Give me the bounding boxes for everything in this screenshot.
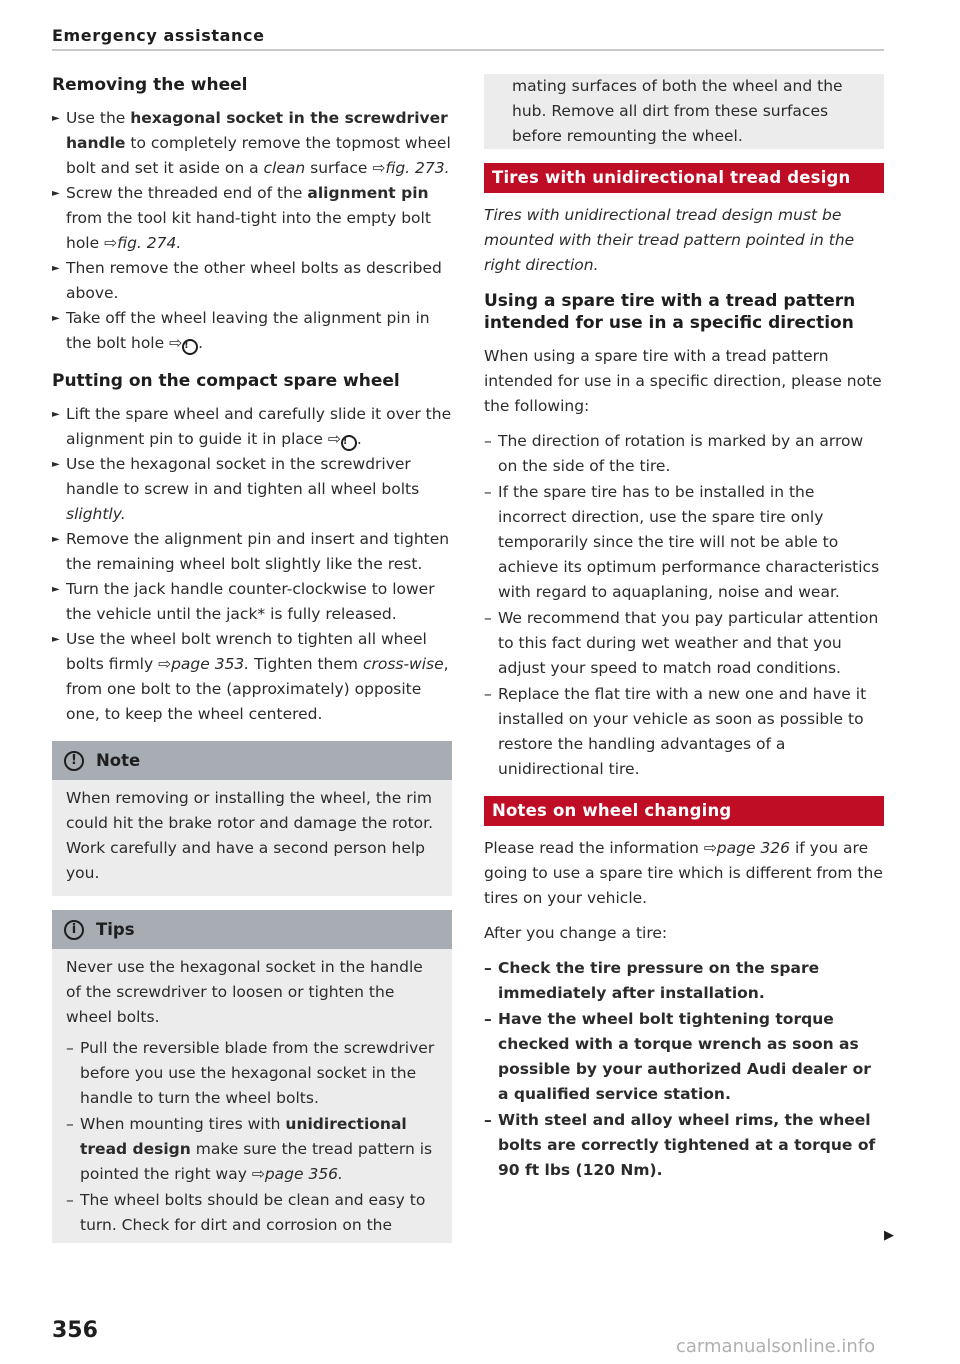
list-item: – Have the wheel bolt tightening torque checked with a torque wrench as soon as possible by your authorized Audi dealer or a qualified service station.	[484, 1010, 871, 1103]
note-box	[52, 741, 452, 896]
step-arrow-icon: ►	[52, 263, 60, 274]
list-item: – If the spare tire has to be installed in the incorrect direction, use the spare tire only temporarily since the tire will not be able to achieve its optimum performance characteristics with regard to aquaplaning, noise and wear.	[484, 483, 880, 601]
step-arrow-icon: ►	[52, 409, 60, 420]
notice-reference-icon[interactable]: !	[341, 435, 357, 451]
note-header	[52, 741, 452, 780]
list-item: ► Then remove the other wheel bolts as described above.	[52, 256, 452, 306]
continue-arrow-icon: ▶	[884, 1228, 894, 1243]
putting-on-spare-heading: Putting on the compact spare wheel	[52, 371, 400, 391]
section-title: Emergency assistance	[52, 26, 265, 45]
page-reference-link[interactable]: ⇨page 326	[703, 839, 791, 857]
wheel-changing-notes-heading: Notes on wheel changing	[484, 796, 884, 826]
tips-header	[52, 910, 452, 949]
tips-label: Tips	[96, 920, 135, 939]
step-arrow-icon: ►	[52, 113, 60, 124]
note-body	[52, 780, 452, 896]
tips-box	[52, 910, 452, 1243]
step-arrow-icon: ►	[52, 313, 60, 324]
removing-wheel-heading: Removing the wheel	[52, 75, 248, 95]
info-icon: i	[64, 920, 84, 940]
list-item: ► Use the hexagonal socket in the screwdriver handle to screw in and tighten all wheel bolts slightly.	[52, 452, 452, 527]
figure-reference-link[interactable]: ⇨fig. 273.	[372, 159, 450, 177]
list-item: – Check the tire pressure on the spare immediately after installation.	[484, 959, 820, 1002]
list-item: ► Turn the jack handle counter-clockwise to lower the vehicle until the jack* is fully released.	[52, 577, 452, 627]
list-item: ► Use the hexagonal socket in the screwdriver handle to completely remove the topmost wheel bolt and set it aside on a clean surface ⇨fig. 273.	[52, 106, 452, 181]
list-item: – The direction of rotation is marked by an arrow on the side of the tire.	[484, 432, 864, 475]
continued-text: mating surfaces of both the wheel and the hub. Remove all dirt from these surfaces before remounting the wheel.	[512, 77, 843, 145]
step-arrow-icon: ►	[52, 634, 60, 645]
tires-intro: Tires with unidirectional tread design must be mounted with their tread pattern pointed in the right direction.	[484, 206, 855, 274]
list-item: ► Use the wheel bolt wrench to tighten all wheel bolts firmly ⇨page 353. Tighten them cross-wise, from one bolt to the (approximately) opposite one, to keep the wheel centered.	[52, 627, 452, 727]
caution-icon: !	[64, 751, 84, 771]
watermark: carmanualsonline.info	[676, 1336, 876, 1357]
notice-reference-icon[interactable]: !	[182, 339, 198, 355]
after-change-text: After you change a tire:	[484, 924, 668, 942]
list-item: – We recommend that you pay particular attention to this fact during wet weather and that you adjust your speed to match road conditions.	[484, 609, 879, 677]
page-header	[52, 26, 884, 51]
page-reference-link[interactable]: ⇨page 356.	[251, 1165, 343, 1183]
putting-steps	[52, 402, 452, 727]
page-number: 356	[52, 1318, 98, 1343]
tips-continuation	[484, 74, 884, 149]
step-arrow-icon: ►	[52, 584, 60, 595]
spare-tire-body: When using a spare tire with a tread pattern intended for use in a specific direction, please note the following:	[484, 347, 882, 415]
after-change-list	[484, 956, 884, 1183]
list-item: – When mounting tires with unidirectional tread design make sure the tread pattern is pointed the right way ⇨page 356.	[66, 1115, 433, 1183]
list-item: – Pull the reversible blade from the screwdriver before you use the hexagonal socket in the handle to turn the wheel bolts.	[66, 1039, 435, 1107]
list-item: ► Screw the threaded end of the alignment pin from the tool kit hand-tight into the empty bolt hole ⇨fig. 274.	[52, 181, 452, 256]
tips-text: Never use the hexagonal socket in the handle of the screwdriver to loosen or tighten the wheel bolts.	[66, 958, 423, 1026]
list-item: ► Lift the spare wheel and carefully slide it over the alignment pin to guide it in place ⇨ ! .	[52, 402, 452, 452]
list-item: – With steel and alloy wheel rims, the wheel bolts are correctly tightened at a torque of 90 ft lbs (120 Nm).	[484, 1111, 876, 1179]
step-arrow-icon: ►	[52, 188, 60, 199]
removing-steps	[52, 106, 452, 356]
tires-unidirectional-heading: Tires with unidirectional tread design	[484, 163, 884, 193]
list-item: – Replace the flat tire with a new one and have it installed on your vehicle as soon as possible to restore the handling advantages of a unidirectional tire.	[484, 685, 867, 778]
right-column	[484, 74, 884, 1184]
list-item: ► Remove the alignment pin and insert and tighten the remaining wheel bolt slightly like the rest.	[52, 527, 452, 577]
figure-reference-link[interactable]: ⇨fig. 274.	[104, 234, 182, 252]
spare-tire-list	[484, 429, 884, 782]
step-arrow-icon: ►	[52, 459, 60, 470]
step-arrow-icon: ►	[52, 534, 60, 545]
note-text: When removing or installing the wheel, the rim could hit the brake rotor and damage the rotor. Work carefully and have a second person help you.	[66, 789, 434, 882]
spare-tire-direction-heading: Using a spare tire with a tread pattern intended for use in a specific direction	[484, 291, 856, 333]
page-reference-link[interactable]: ⇨page 353.	[158, 655, 250, 673]
wheel-changing-intro: Please read the information ⇨page 326 if you are going to use a spare tire which is different from the tires on your vehicle.	[484, 839, 883, 907]
left-column	[52, 74, 452, 1255]
tips-body	[52, 949, 452, 1243]
list-item: ► Take off the wheel leaving the alignment pin in the bolt hole ⇨ ! .	[52, 306, 452, 356]
list-item: – The wheel bolts should be clean and easy to turn. Check for dirt and corrosion on the	[66, 1191, 426, 1234]
note-label: Note	[96, 751, 141, 770]
